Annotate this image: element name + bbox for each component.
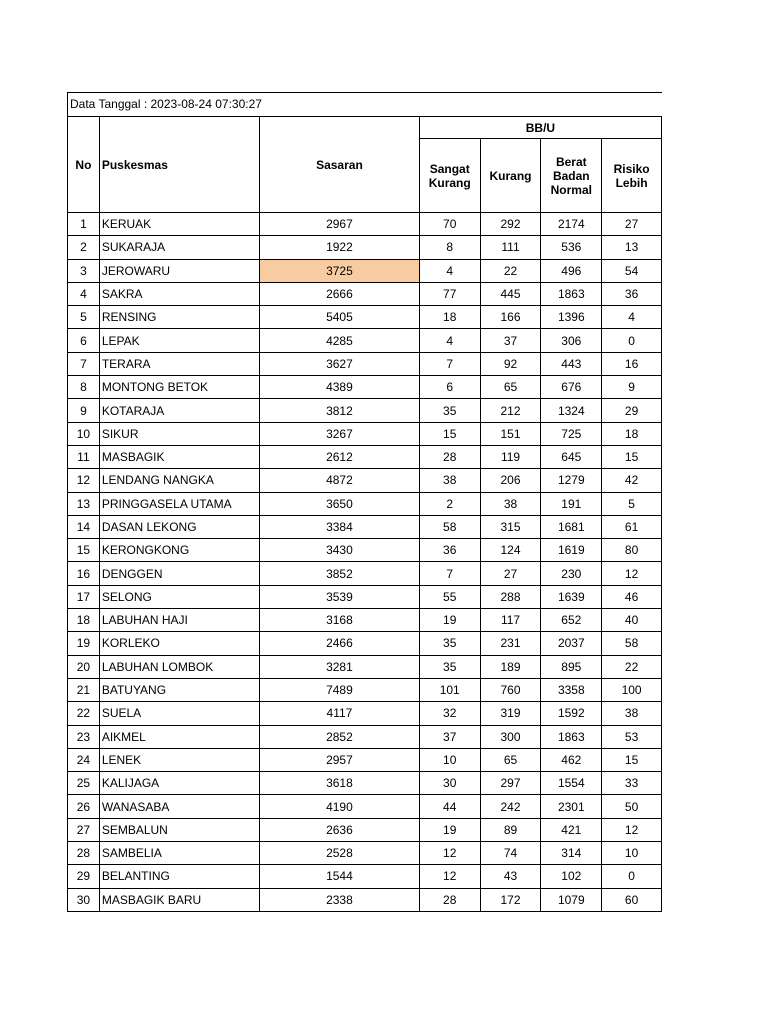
table-row [68,259,662,282]
cell-puskesmas: KERONGKONG [99,539,259,562]
cell-normal: 2037 [541,632,602,655]
cell-risiko-lebih: 38 [602,702,662,725]
table-row [68,632,662,655]
header-risiko-lebih: Risiko Lebih [602,139,662,213]
cell-kurang: 189 [480,655,541,678]
cell-sasaran: 3852 [260,562,420,585]
cell-risiko-lebih: 50 [602,795,662,818]
cell-sasaran: 2612 [260,445,420,468]
cell-normal: 496 [541,259,602,282]
cell-risiko-lebih: 16 [602,352,662,375]
cell-puskesmas: KALIJAGA [99,772,259,795]
cell-sangat-kurang: 19 [419,818,480,841]
cell-sangat-kurang: 4 [419,259,480,282]
cell-puskesmas: DENGGEN [99,562,259,585]
data-table [67,116,662,912]
table-row [68,865,662,888]
table-row [68,702,662,725]
cell-risiko-lebih: 46 [602,585,662,608]
table-row [68,772,662,795]
cell-no: 15 [68,539,100,562]
cell-puskesmas: SAMBELIA [99,842,259,865]
cell-kurang: 760 [480,678,541,701]
cell-puskesmas: LABUHAN HAJI [99,609,259,632]
table-row [68,445,662,468]
cell-risiko-lebih: 5 [602,492,662,515]
cell-risiko-lebih: 4 [602,306,662,329]
cell-normal: 3358 [541,678,602,701]
cell-puskesmas: BATUYANG [99,678,259,701]
cell-puskesmas: RENSING [99,306,259,329]
cell-sasaran: 3430 [260,539,420,562]
cell-kurang: 74 [480,842,541,865]
cell-normal: 1592 [541,702,602,725]
table-row [68,352,662,375]
cell-no: 28 [68,842,100,865]
table-row [68,609,662,632]
cell-kurang: 89 [480,818,541,841]
cell-kurang: 38 [480,492,541,515]
cell-sangat-kurang: 12 [419,865,480,888]
table-row [68,399,662,422]
cell-risiko-lebih: 15 [602,748,662,771]
cell-sasaran: 3267 [260,422,420,445]
cell-sangat-kurang: 12 [419,842,480,865]
table-row [68,282,662,305]
cell-no: 13 [68,492,100,515]
cell-sasaran: 4872 [260,469,420,492]
cell-normal: 2174 [541,213,602,236]
cell-puskesmas: SIKUR [99,422,259,445]
cell-sasaran: 4389 [260,376,420,399]
cell-no: 3 [68,259,100,282]
cell-kurang: 27 [480,562,541,585]
cell-sasaran: 3618 [260,772,420,795]
cell-kurang: 288 [480,585,541,608]
cell-puskesmas: TERARA [99,352,259,375]
cell-sasaran: 1922 [260,236,420,259]
cell-no: 1 [68,213,100,236]
cell-risiko-lebih: 0 [602,865,662,888]
cell-sasaran: 3384 [260,515,420,538]
cell-no: 21 [68,678,100,701]
cell-kurang: 315 [480,515,541,538]
cell-normal: 1863 [541,282,602,305]
cell-no: 24 [68,748,100,771]
cell-sangat-kurang: 2 [419,492,480,515]
cell-risiko-lebih: 61 [602,515,662,538]
header-no: No [68,117,100,213]
cell-sangat-kurang: 35 [419,632,480,655]
cell-normal: 306 [541,329,602,352]
cell-risiko-lebih: 33 [602,772,662,795]
cell-normal: 2301 [541,795,602,818]
cell-risiko-lebih: 42 [602,469,662,492]
cell-puskesmas: BELANTING [99,865,259,888]
cell-puskesmas: DASAN LEKONG [99,515,259,538]
cell-normal: 1396 [541,306,602,329]
cell-puskesmas: MONTONG BETOK [99,376,259,399]
table-row [68,655,662,678]
cell-sangat-kurang: 70 [419,213,480,236]
cell-kurang: 242 [480,795,541,818]
cell-no: 27 [68,818,100,841]
cell-puskesmas: LABUHAN LOMBOK [99,655,259,678]
cell-normal: 1619 [541,539,602,562]
cell-no: 16 [68,562,100,585]
cell-sangat-kurang: 77 [419,282,480,305]
cell-no: 11 [68,445,100,468]
table-row [68,236,662,259]
cell-kurang: 22 [480,259,541,282]
cell-no: 7 [68,352,100,375]
header-group-bbu: BB/U [419,117,661,139]
table-row [68,678,662,701]
cell-normal: 1279 [541,469,602,492]
table-row [68,725,662,748]
cell-sangat-kurang: 19 [419,609,480,632]
cell-sasaran: 2852 [260,725,420,748]
cell-sasaran: 4117 [260,702,420,725]
cell-kurang: 445 [480,282,541,305]
cell-sangat-kurang: 10 [419,748,480,771]
cell-risiko-lebih: 27 [602,213,662,236]
cell-puskesmas: SUELA [99,702,259,725]
cell-risiko-lebih: 9 [602,376,662,399]
cell-normal: 1639 [541,585,602,608]
cell-risiko-lebih: 12 [602,562,662,585]
cell-sangat-kurang: 7 [419,562,480,585]
cell-normal: 536 [541,236,602,259]
cell-no: 18 [68,609,100,632]
cell-no: 29 [68,865,100,888]
cell-kurang: 119 [480,445,541,468]
table-row [68,842,662,865]
cell-risiko-lebih: 15 [602,445,662,468]
cell-normal: 1554 [541,772,602,795]
cell-normal: 314 [541,842,602,865]
cell-risiko-lebih: 10 [602,842,662,865]
cell-normal: 1863 [541,725,602,748]
cell-no: 12 [68,469,100,492]
cell-normal: 102 [541,865,602,888]
cell-sangat-kurang: 7 [419,352,480,375]
cell-sangat-kurang: 37 [419,725,480,748]
cell-normal: 421 [541,818,602,841]
cell-puskesmas: JEROWARU [99,259,259,282]
cell-risiko-lebih: 12 [602,818,662,841]
cell-sasaran: 2957 [260,748,420,771]
cell-kurang: 166 [480,306,541,329]
cell-sasaran: 4285 [260,329,420,352]
cell-puskesmas: KOTARAJA [99,399,259,422]
cell-kurang: 65 [480,748,541,771]
cell-normal: 1681 [541,515,602,538]
cell-risiko-lebih: 0 [602,329,662,352]
table-row [68,422,662,445]
cell-no: 22 [68,702,100,725]
cell-normal: 230 [541,562,602,585]
cell-sasaran: 2967 [260,213,420,236]
header-kurang: Kurang [480,139,541,213]
cell-sasaran: 2666 [260,282,420,305]
cell-sangat-kurang: 15 [419,422,480,445]
table-row [68,306,662,329]
cell-no: 14 [68,515,100,538]
cell-sasaran: 3168 [260,609,420,632]
table-row [68,585,662,608]
cell-sasaran: 2466 [260,632,420,655]
cell-sasaran: 4190 [260,795,420,818]
table-row [68,888,662,911]
cell-sasaran: 3281 [260,655,420,678]
cell-sangat-kurang: 101 [419,678,480,701]
cell-normal: 1079 [541,888,602,911]
cell-sangat-kurang: 28 [419,445,480,468]
header-sangat-kurang: Sangat Kurang [419,139,480,213]
cell-sangat-kurang: 35 [419,655,480,678]
cell-no: 25 [68,772,100,795]
cell-sangat-kurang: 55 [419,585,480,608]
cell-kurang: 117 [480,609,541,632]
cell-sangat-kurang: 44 [419,795,480,818]
cell-kurang: 297 [480,772,541,795]
cell-puskesmas: LENEK [99,748,259,771]
cell-sangat-kurang: 35 [419,399,480,422]
cell-kurang: 231 [480,632,541,655]
cell-risiko-lebih: 80 [602,539,662,562]
cell-no: 8 [68,376,100,399]
cell-normal: 462 [541,748,602,771]
cell-kurang: 206 [480,469,541,492]
cell-sangat-kurang: 18 [419,306,480,329]
table-row [68,562,662,585]
date-label: Data Tanggal : 2023-08-24 07:30:27 [67,93,262,116]
cell-sasaran: 5405 [260,306,420,329]
cell-kurang: 300 [480,725,541,748]
cell-kurang: 37 [480,329,541,352]
cell-puskesmas: PRINGGASELA UTAMA [99,492,259,515]
cell-risiko-lebih: 13 [602,236,662,259]
cell-sangat-kurang: 4 [419,329,480,352]
table-row [68,818,662,841]
cell-kurang: 292 [480,213,541,236]
cell-puskesmas: KORLEKO [99,632,259,655]
table-row [68,469,662,492]
cell-kurang: 172 [480,888,541,911]
cell-sangat-kurang: 36 [419,539,480,562]
cell-puskesmas: MASBAGIK BARU [99,888,259,911]
cell-normal: 895 [541,655,602,678]
cell-kurang: 111 [480,236,541,259]
cell-normal: 676 [541,376,602,399]
cell-sasaran: 3539 [260,585,420,608]
cell-puskesmas: KERUAK [99,213,259,236]
cell-no: 5 [68,306,100,329]
cell-puskesmas: SUKARAJA [99,236,259,259]
cell-risiko-lebih: 53 [602,725,662,748]
table-row [68,539,662,562]
header-puskesmas: Puskesmas [99,117,259,213]
cell-kurang: 151 [480,422,541,445]
table-row [68,515,662,538]
cell-risiko-lebih: 60 [602,888,662,911]
cell-sasaran: 3627 [260,352,420,375]
cell-kurang: 43 [480,865,541,888]
header-sasaran: Sasaran [260,117,420,213]
cell-kurang: 319 [480,702,541,725]
table-row [68,492,662,515]
cell-sasaran: 2338 [260,888,420,911]
cell-kurang: 92 [480,352,541,375]
cell-risiko-lebih: 18 [602,422,662,445]
table-row [68,748,662,771]
cell-risiko-lebih: 29 [602,399,662,422]
cell-kurang: 124 [480,539,541,562]
cell-no: 17 [68,585,100,608]
header-normal: Berat Badan Normal [541,139,602,213]
cell-sasaran: 7489 [260,678,420,701]
cell-risiko-lebih: 58 [602,632,662,655]
cell-risiko-lebih: 54 [602,259,662,282]
table-row [68,329,662,352]
cell-sangat-kurang: 8 [419,236,480,259]
cell-sasaran: 1544 [260,865,420,888]
cell-sangat-kurang: 38 [419,469,480,492]
cell-sasaran: 3725 [260,259,420,282]
cell-risiko-lebih: 40 [602,609,662,632]
cell-no: 26 [68,795,100,818]
cell-sangat-kurang: 28 [419,888,480,911]
cell-no: 19 [68,632,100,655]
cell-normal: 725 [541,422,602,445]
cell-no: 4 [68,282,100,305]
table-row [68,376,662,399]
cell-no: 20 [68,655,100,678]
cell-sangat-kurang: 30 [419,772,480,795]
cell-puskesmas: LENDANG NANGKA [99,469,259,492]
cell-sangat-kurang: 6 [419,376,480,399]
cell-normal: 443 [541,352,602,375]
cell-no: 30 [68,888,100,911]
cell-no: 9 [68,399,100,422]
cell-sangat-kurang: 58 [419,515,480,538]
cell-normal: 645 [541,445,602,468]
cell-no: 10 [68,422,100,445]
cell-puskesmas: SEMBALUN [99,818,259,841]
cell-normal: 652 [541,609,602,632]
cell-sangat-kurang: 32 [419,702,480,725]
cell-sasaran: 3650 [260,492,420,515]
cell-sasaran: 2528 [260,842,420,865]
cell-sasaran: 3812 [260,399,420,422]
cell-no: 2 [68,236,100,259]
cell-normal: 191 [541,492,602,515]
cell-risiko-lebih: 100 [602,678,662,701]
table-row [68,213,662,236]
cell-puskesmas: MASBAGIK [99,445,259,468]
cell-puskesmas: LEPAK [99,329,259,352]
cell-no: 23 [68,725,100,748]
cell-sasaran: 2636 [260,818,420,841]
table-body [68,213,662,912]
cell-puskesmas: AIKMEL [99,725,259,748]
cell-puskesmas: WANASABA [99,795,259,818]
cell-kurang: 212 [480,399,541,422]
cell-normal: 1324 [541,399,602,422]
cell-risiko-lebih: 36 [602,282,662,305]
cell-risiko-lebih: 22 [602,655,662,678]
table-row [68,795,662,818]
cell-kurang: 65 [480,376,541,399]
cell-puskesmas: SAKRA [99,282,259,305]
cell-no: 6 [68,329,100,352]
cell-puskesmas: SELONG [99,585,259,608]
